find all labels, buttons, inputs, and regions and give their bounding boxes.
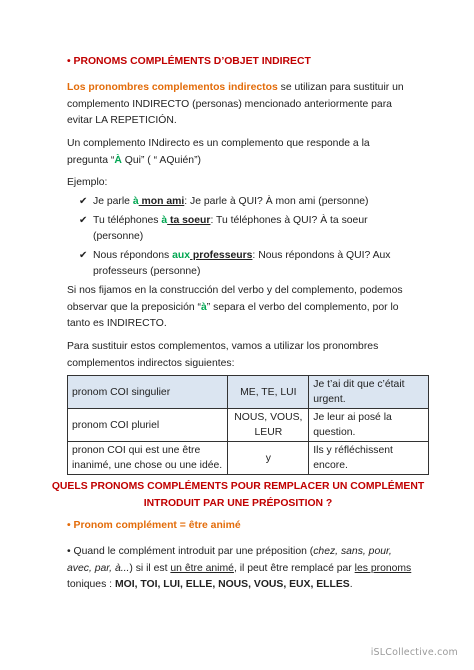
list-item: ✔ Nous répondons aux professeurs: Nous répondons à QUI? Aux (79, 248, 439, 265)
watermark: iSLCollective.com (370, 646, 458, 658)
checkmark-icon: ✔ (79, 249, 88, 261)
heading-line2: INTRODUIT PAR UNE PRÉPOSITION ? (143, 497, 333, 509)
intro-line1: se utilizan para sustituir un (277, 82, 404, 93)
checkmark-icon: ✔ (79, 214, 88, 226)
construction-line1: Si nos fijamos en la construcción del verbo y del complemento, podemos (67, 285, 403, 296)
definition-line2: pregunta “À Qui” ( “ AQuién”) (67, 154, 201, 166)
tonic-line2: avec, par, à...) si il est un être animé, il peut être remplacé par les pronoms (67, 562, 412, 574)
bullet: • (67, 56, 71, 67)
table-row (68, 409, 429, 442)
checkmark-icon: ✔ (79, 196, 88, 207)
list-item: ✔ Je parle à mon ami: Je parle à QUI? À mon ami (personne) (79, 194, 439, 211)
heading-text: PRONOMS COMPLÉMENTS D’OBJET INDIRECT (73, 56, 311, 67)
construction-paragraph (67, 283, 442, 333)
construction-line3: tanto es INDIRECTO. (67, 318, 167, 329)
table-cell: pronom COI pluriel (68, 409, 228, 442)
table-row (68, 442, 429, 475)
a-highlight: à (201, 301, 207, 313)
substitution-line2: complementos indirectos siguientes: (67, 357, 235, 369)
example-label: Ejemplo: (67, 177, 108, 188)
section-heading-preposition (50, 479, 426, 512)
construction-line2: observar que la preposición “à” separa el verbo del complemento, por lo (67, 301, 399, 313)
intro-paragraph (67, 80, 437, 130)
list-item-continuation: professeurs (personne) (93, 266, 201, 277)
table-row (68, 376, 429, 409)
pronoun-table (67, 375, 429, 475)
tonic-line3: toniques : MOI, TOI, LUI, ELLE, NOUS, VOUS, EUX, ELLES. (67, 579, 353, 590)
subheading-text: Pronom complément = être animé (73, 520, 241, 531)
definition-line1: Un complemento INdirecto es un complemento que responde a la (67, 138, 370, 149)
heading-line1: QUELS PRONOMS COMPLÉMENTS POUR REMPLACER UN COMPLÉMENT (51, 481, 425, 492)
table-cell: ME, TE, LUI (228, 376, 309, 409)
definition-paragraph (67, 136, 437, 169)
table-cell: Ils y réfléchissent encore. (309, 442, 429, 475)
tonic-line1: • Quand le complément introduit par une préposition (chez, sans, pour, (67, 546, 392, 557)
subheading-animate (67, 518, 241, 535)
example-list (79, 194, 439, 281)
list-item-continuation: (personne) (93, 231, 144, 242)
table-cell: Je leur ai posé la question. (309, 409, 429, 442)
intro-line3: evitar LA REPETICIÓN. (67, 115, 177, 126)
intro-lead: Los pronombres complementos indirectos (67, 82, 278, 93)
substitution-line1: Para sustituir estos complementos, vamos a utilizar los pronombres (67, 341, 379, 352)
table-cell: pronom COI singulier (68, 376, 228, 409)
list-item: ✔ Tu téléphones à ta soeur: Tu téléphones à QUI? À ta soeur (79, 213, 439, 230)
substitution-paragraph (67, 339, 437, 372)
table-cell: y (228, 442, 309, 475)
table-cell: NOUS, VOUS, LEUR (228, 409, 309, 442)
table-cell: pronon COI qui est une être inanimé, une chose ou une idée. (68, 442, 228, 475)
section-heading-coi (67, 54, 311, 71)
bullet: • (67, 520, 71, 531)
tonic-pronouns-paragraph (67, 544, 442, 594)
a-highlight: À (114, 154, 122, 166)
intro-line2: complemento INDIRECTO (personas) mencionado anteriormente para (67, 98, 392, 110)
table-cell: Je t’ai dit que c’était urgent. (309, 376, 429, 409)
